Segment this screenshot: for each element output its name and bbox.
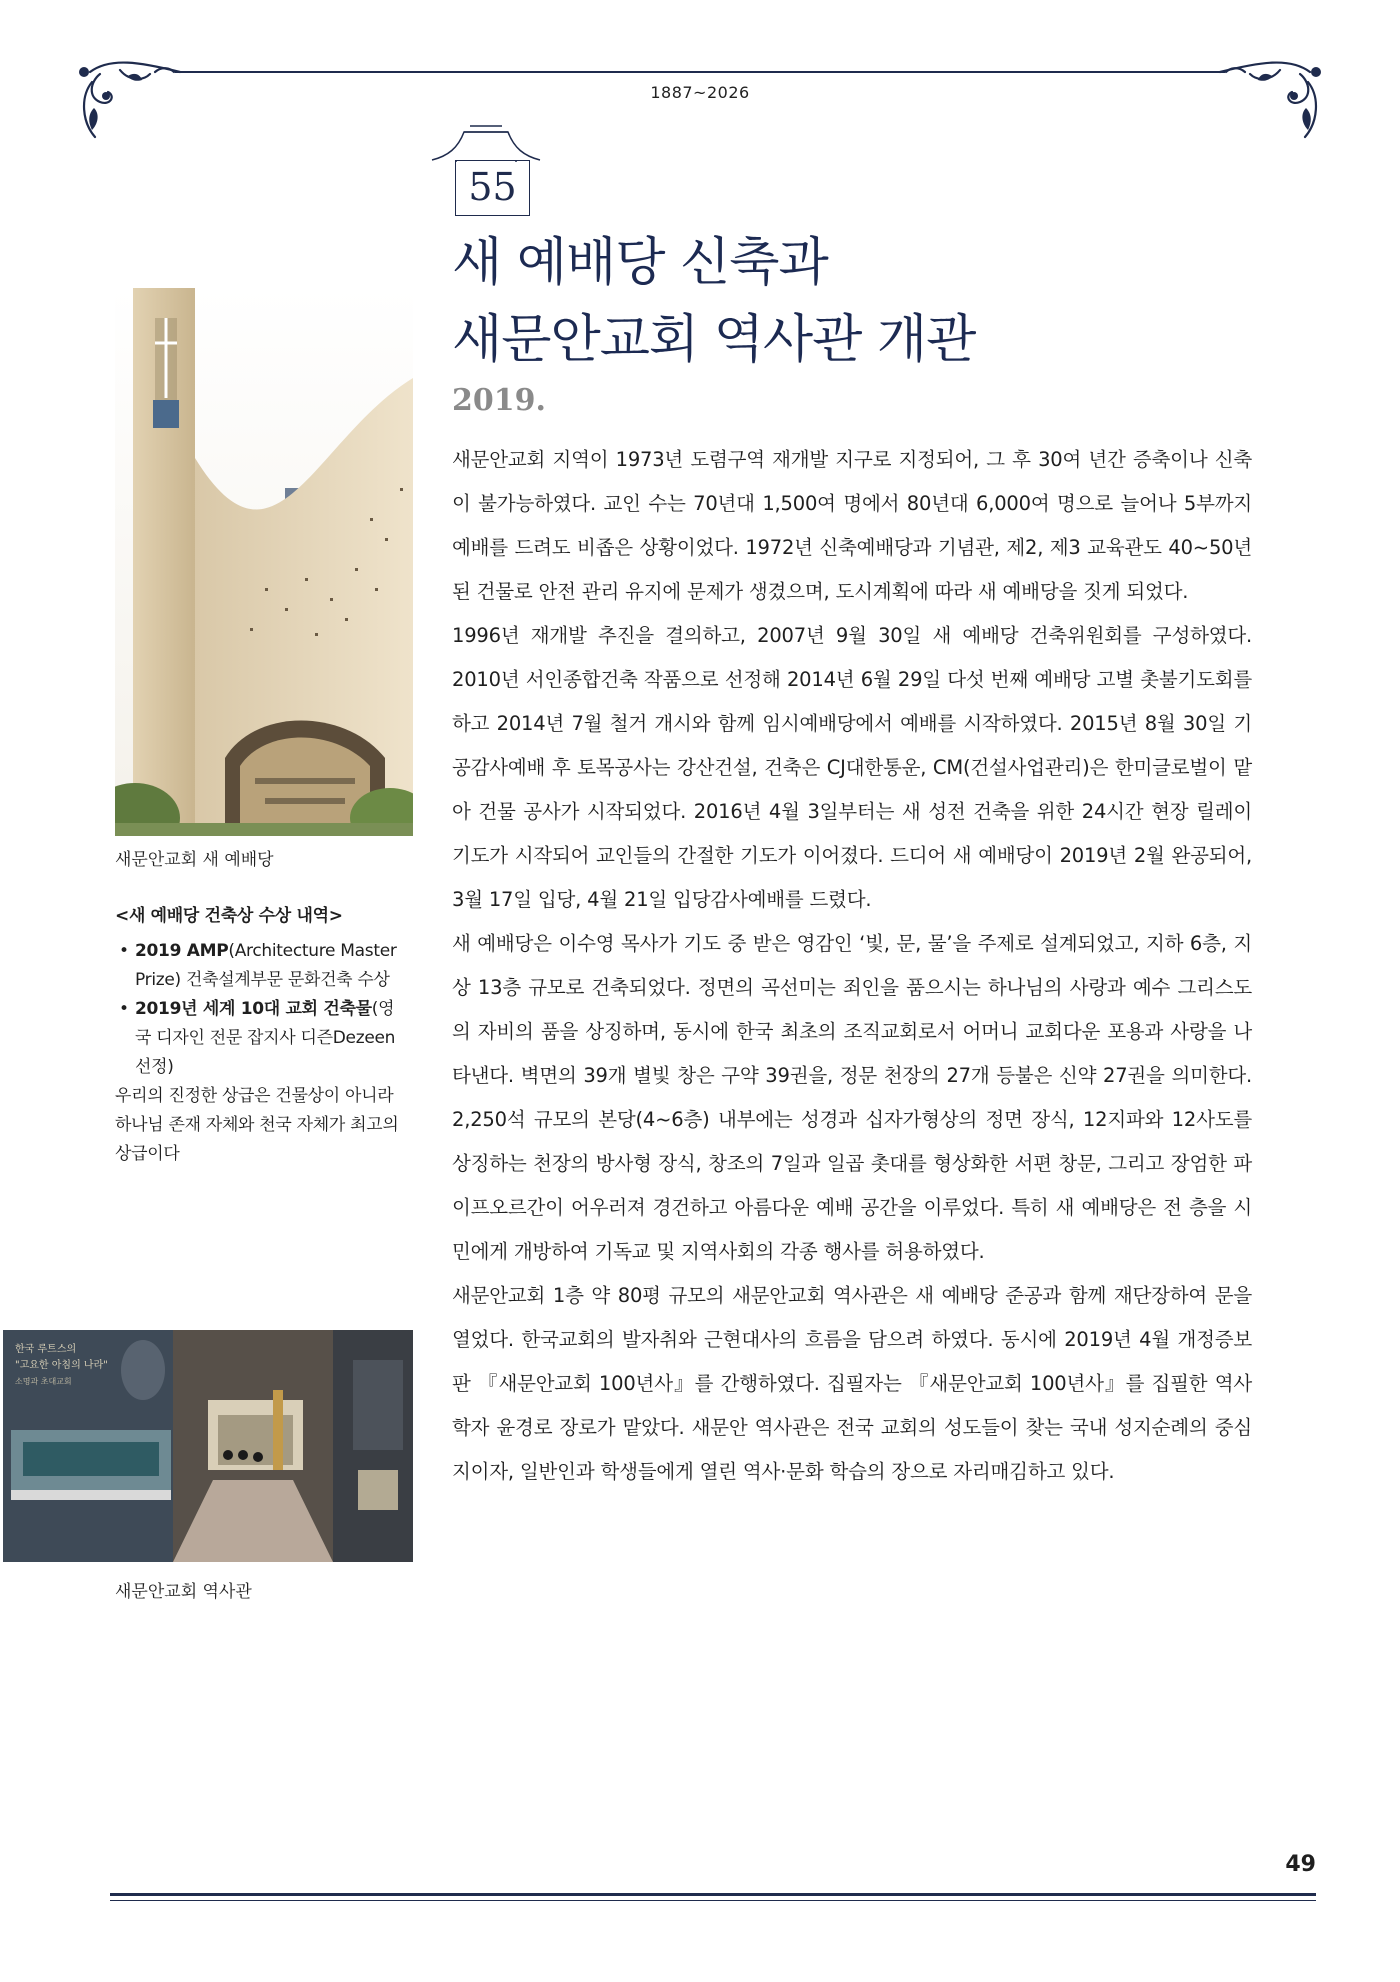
header-rule [175,71,1225,73]
paragraph: 새문안교회 1층 약 80평 규모의 새문안교회 역사관은 새 예배당 준공과 함께 재단장하여 문을 열었다. 한국교회의 발자취와 근현대사의 흐름을 담으려 하였다. 동시에 2019년 4월 개정증보판 『새문안교회 100년사』를 간행하였다. 집필자는 『새문안교회 100년사』를 집필한 역사학자 윤경로 장로가 맡았다. 새문안 역사관은 전국 교회의 성도들이 찾는 국내 성지순례의 중심지이자, 일반인과 학생들에게 열린 역사·문화 학습의 장으로 자리매김하고 있다. [452,1284,1252,1483]
museum-sign-line: 한국 루트스의 [15,1344,77,1355]
title-line-1: 새 예배당 신축과 [452,233,828,293]
award-name: 2019년 세계 10대 교회 건축물 [135,999,372,1019]
photo2-caption: 새문안교회 역사관 [115,1582,252,1602]
paragraph: 새문안교회 지역이 1973년 도렴구역 재개발 지구로 지정되어, 그 후 30여 년간 증축이나 신축이 불가능하였다. 교인 수는 70년대 1,500여 명에서 80년대 6,000여 명으로 늘어나 5부까지 예배를 드려도 비좁은 상황이었다. 1972년 신축예배당과 기념관, 제2, 제3 교육관도 40~50년 된 건물로 안전 관리 유지에 문제가 생겼으며, 도시계획에 따라 새 예배당을 짓게 되었다. [452,448,1252,603]
history-museum-photo [3,1330,413,1562]
title-line-2: 새문안교회 역사관 개관 [452,310,976,370]
award-item [115,995,400,1082]
award-name: 2019 AMP [135,941,229,961]
museum-sign-line: "고요한 아침의 나라" [15,1360,108,1371]
award-item [115,937,400,995]
award-detail: (Architecture Master Prize) 건축설계부문 문화건축 수상 [135,941,397,990]
awards-box [115,902,400,1169]
church-building-photo [115,288,413,836]
chapter-year: 2019. [452,383,546,418]
footer-rule [110,1893,1316,1896]
award-detail: (영국 디자인 전문 잡지사 디즌Dezeen 선정) [135,999,396,1077]
body-text [452,438,1252,1494]
museum-sign-line: 소명과 초대교회 [15,1377,72,1386]
awards-list [115,937,400,1082]
header-year-range: 1887~2026 [650,83,750,102]
paragraph: 새 예배당은 이수영 목사가 기도 중 받은 영감인 ‘빛, 문, 물’을 주제로 설계되었고, 지하 6층, 지상 13층 규모로 건축되었다. 정면의 곡선미는 죄인을 품으시는 하나님의 사랑과 예수 그리스도의 자비의 품을 상징하며, 동시에 한국 최초의 조직교회로서 어머니 교회다운 포용과 사랑을 나타낸다. 벽면의 39개 별빛 창은 구약 39권을, 정문 천장의 27개 등불은 신약 27권을 의미한다. 2,250석 규모의 본당(4~6층) 내부에는 성경과 십자가형상의 정면 장식, 12지파와 12사도를 상징하는 천장의 방사형 장식, 창조의 7일과 일곱 촛대를 형상화한 서편 창문, 그리고 장엄한 파이프오르간이 어우러져 경건하고 아름다운 예배 공간을 이루었다. 특히 새 예배당은 전 층을 시민에게 개방하여 기독교 및 지역사회의 각종 행사를 허용하였다. [452,932,1252,1263]
chapter-number: 55 [455,160,530,216]
paragraph: 1996년 재개발 추진을 결의하고, 2007년 9월 30일 새 예배당 건축위원회를 구성하였다. 2010년 서인종합건축 작품으로 선정해 2014년 6월 29일 다섯 번째 예배당 고별 촛불기도회를 하고 2014년 7월 철거 개시와 함께 임시예배당에서 예배를 시작하였다. 2015년 8월 30일 기공감사예배 후 토목공사는 강산건설, 건축은 CJ대한통운, CM(건설사업관리)은 한미글로벌이 맡아 건물 공사가 시작되었다. 2016년 4월 3일부터는 새 성전 건축을 위한 24시간 현장 릴레이 기도가 시작되어 교인들의 간절한 기도가 이어졌다. 드디어 새 예배당이 2019년 2월 완공되어, 3월 17일 입당, 4월 21일 입당감사예배를 드렸다. [452,624,1252,911]
roof-icon [430,124,542,162]
photo1-caption: 새문안교회 새 예배당 [115,850,274,870]
awards-note: 우리의 진정한 상급은 건물상이 아니라 하나님 존재 자체와 천국 자체가 최고의 상급이다 [115,1086,399,1164]
footer-rule-thin [110,1900,1316,1901]
page-title [452,225,975,379]
page-number: 49 [1285,1852,1316,1877]
awards-heading: <새 예배당 건축상 수상 내역> [115,906,343,926]
